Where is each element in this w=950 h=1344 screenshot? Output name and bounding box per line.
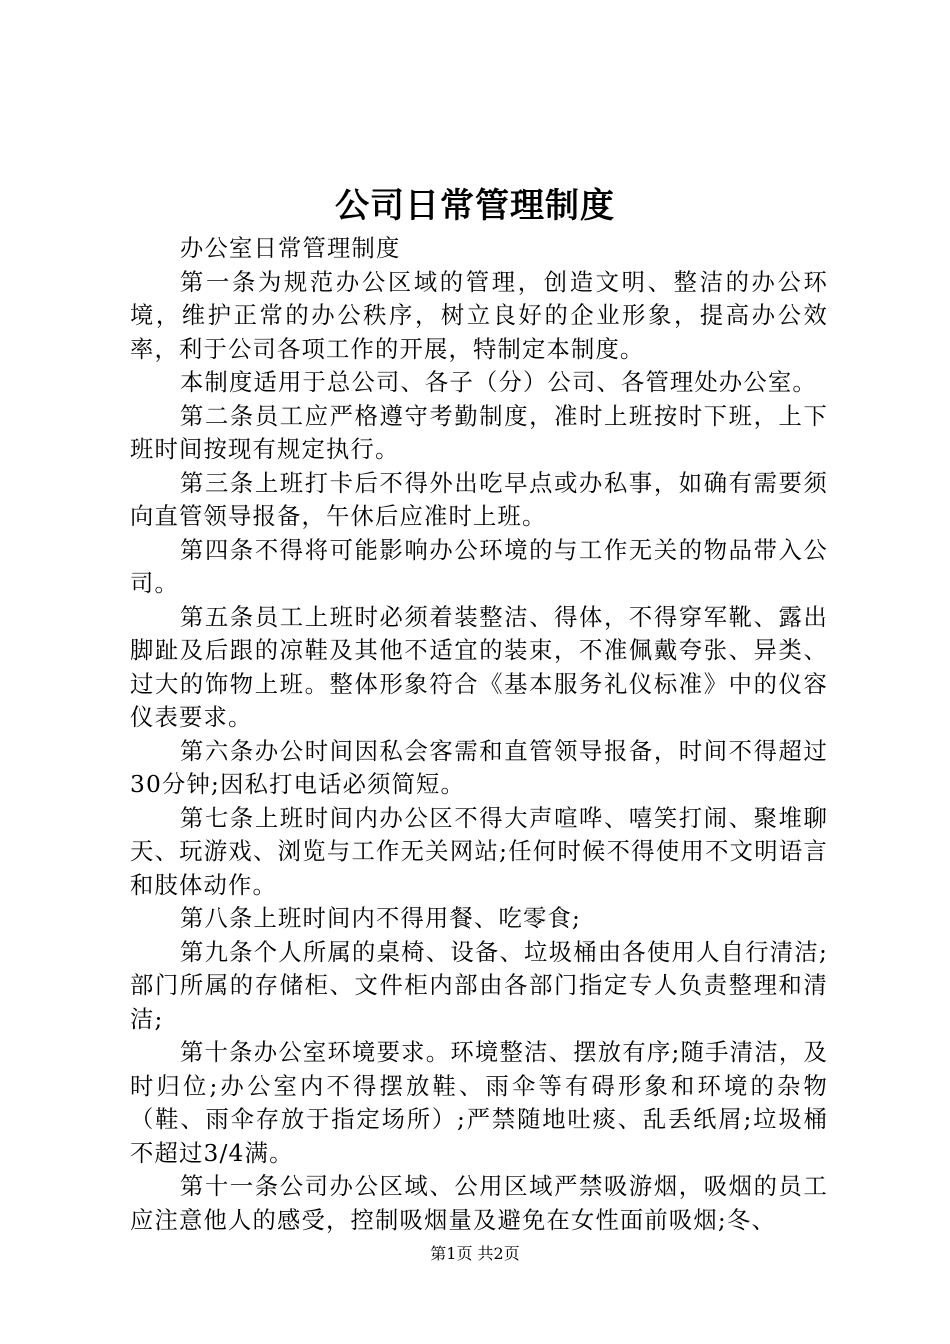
paragraph-article-6: 第六条办公时间因私会客需和直管领导报备，时间不得超过30分钟;因私打电话必须简短。 — [130, 737, 828, 798]
paragraph-heading: 办公室日常管理制度 — [180, 235, 401, 262]
paragraph-article-7: 第七条上班时间内办公区不得大声喧哗、嘻笑打闹、聚堆聊天、玩游戏、浏览与工作无关网站;任何时候不得使用不文明语言和肢体动作。 — [130, 804, 828, 899]
paragraph-article-2: 第二条员工应严格遵守考勤制度，准时上班按时下班，上下班时间按现有规定执行。 — [130, 402, 828, 463]
paragraph-article-5: 第五条员工上班时必须着装整洁、得体，不得穿军靴、露出脚趾及后跟的凉鞋及其他不适宜的装束，不准佩戴夸张、异类、过大的饰物上班。整体形象符合《基本服务礼仪标准》中的仪容仪表要求。 — [130, 603, 828, 731]
paragraph-article-8: 第八条上班时间内不得用餐、吃零食; — [180, 905, 581, 932]
paragraph-scope: 本制度适用于总公司、各子（分）公司、各管理处办公室。 — [180, 369, 817, 396]
paragraph-article-3: 第三条上班打卡后不得外出吃早点或办私事，如确有需要须向直管领导报备，午休后应准时上班。 — [130, 469, 828, 530]
paragraph-article-9: 第九条个人所属的桌椅、设备、垃圾桶由各使用人自行清洁;部门所属的存储柜、文件柜内部由各部门指定专人负责整理和清洁; — [130, 938, 828, 1033]
paragraph-article-1: 第一条为规范办公区域的管理，创造文明、整洁的办公环境，维护正常的办公秩序，树立良好的企业形象，提高办公效率，利于公司各项工作的开展，特制定本制度。 — [130, 268, 828, 363]
document-body — [130, 232, 828, 1237]
paragraph-article-4: 第四条不得将可能影响办公环境的与工作无关的物品带入公司。 — [130, 536, 828, 597]
paragraph-article-10: 第十条办公室环境要求。环境整洁、摆放有序;随手清洁，及时归位;办公室内不得摆放鞋、雨伞等有碍形象和环境的杂物（鞋、雨伞存放于指定场所）;严禁随地吐痰、乱丢纸屑;垃圾桶不超过3/4满。 — [130, 1039, 828, 1167]
paragraph-article-11: 第十一条公司办公区域、公用区域严禁吸游烟，吸烟的员工应注意他人的感受，控制吸烟量及避免在女性面前吸烟;冬、 — [130, 1173, 828, 1234]
document-title: 公司日常管理制度 — [335, 186, 615, 226]
page-footer: 第1页 共2页 — [430, 1244, 520, 1263]
